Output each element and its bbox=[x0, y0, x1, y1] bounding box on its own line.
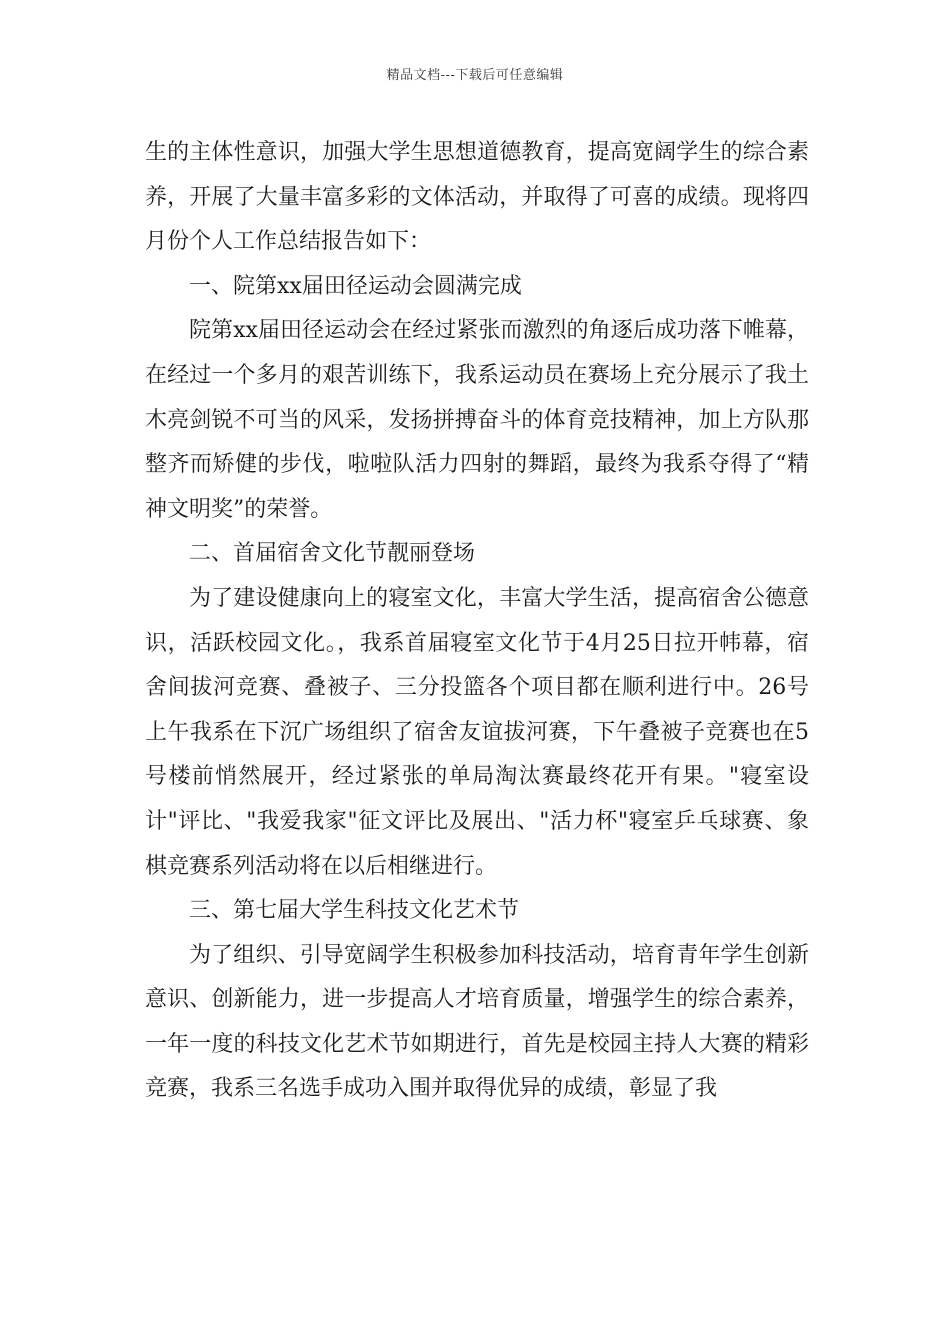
intro-paragraph: 生的主体性意识，加强大学生思想道德教育，提高宽阔学生的综合素养，开展了大量丰富多彩的文体活动，并取得了可喜的成绩。现将四月份个人工作总结报告如下： bbox=[145, 140, 809, 255]
section-paragraph-3: 为了组织、引导宽阔学生积极参加科技活动，培育青年学生创新意识、创新能力，进一步提高人才培育质量，增强学生的综合素养，一年一度的科技文化艺术节如期进行，首先是校园主持人大赛的精彩竞赛，我系三名选手成功入围并取得优异的成绩，彰显了我 bbox=[145, 942, 809, 1102]
document-body bbox=[145, 131, 809, 1112]
section-paragraph-1: 院第xx届田径运动会在经过紧张而激烈的角逐后成功落下帷幕，在经过一个多月的艰苦训练下，我系运动员在赛场上充分展示了我土木亮剑锐不可当的风采，发扬拼搏奋斗的体育竞技精神，加上方队那整齐而矫健的步伐，啦啦队活力四射的舞蹈，最终为我系夺得了“精神文明奖”的荣誉。 bbox=[145, 318, 809, 522]
section-heading-1: 一、院第xx届田径运动会圆满完成 bbox=[189, 273, 522, 299]
page-header: 精品文档---下载后可任意编辑 bbox=[386, 68, 564, 83]
section-paragraph-2: 为了建设健康向上的寝室文化，丰富大学生活，提高宿舍公德意识，活跃校园文化。，我系首届寝室文化节于4月25日拉开帏幕，宿舍间拔河竞赛、叠被子、三分投篮各个项目都在顺利进行中。26号上午我系在下沉广场组织了宿舍友谊拔河赛，下午叠被子竞赛也在5号楼前悄然展开，经过紧张的单局淘汰赛最终花开有果。"寝室设计"评比、"我爱我家"征文评比及展出、"活力杯"寝室乒乓球赛、象棋竞赛系列活动将在以后相继进行。 bbox=[145, 585, 809, 879]
section-heading-2: 二、首届宿舍文化节靓丽登场 bbox=[189, 541, 476, 567]
section-heading-3: 三、第七届大学生科技文化艺术节 bbox=[189, 898, 520, 924]
